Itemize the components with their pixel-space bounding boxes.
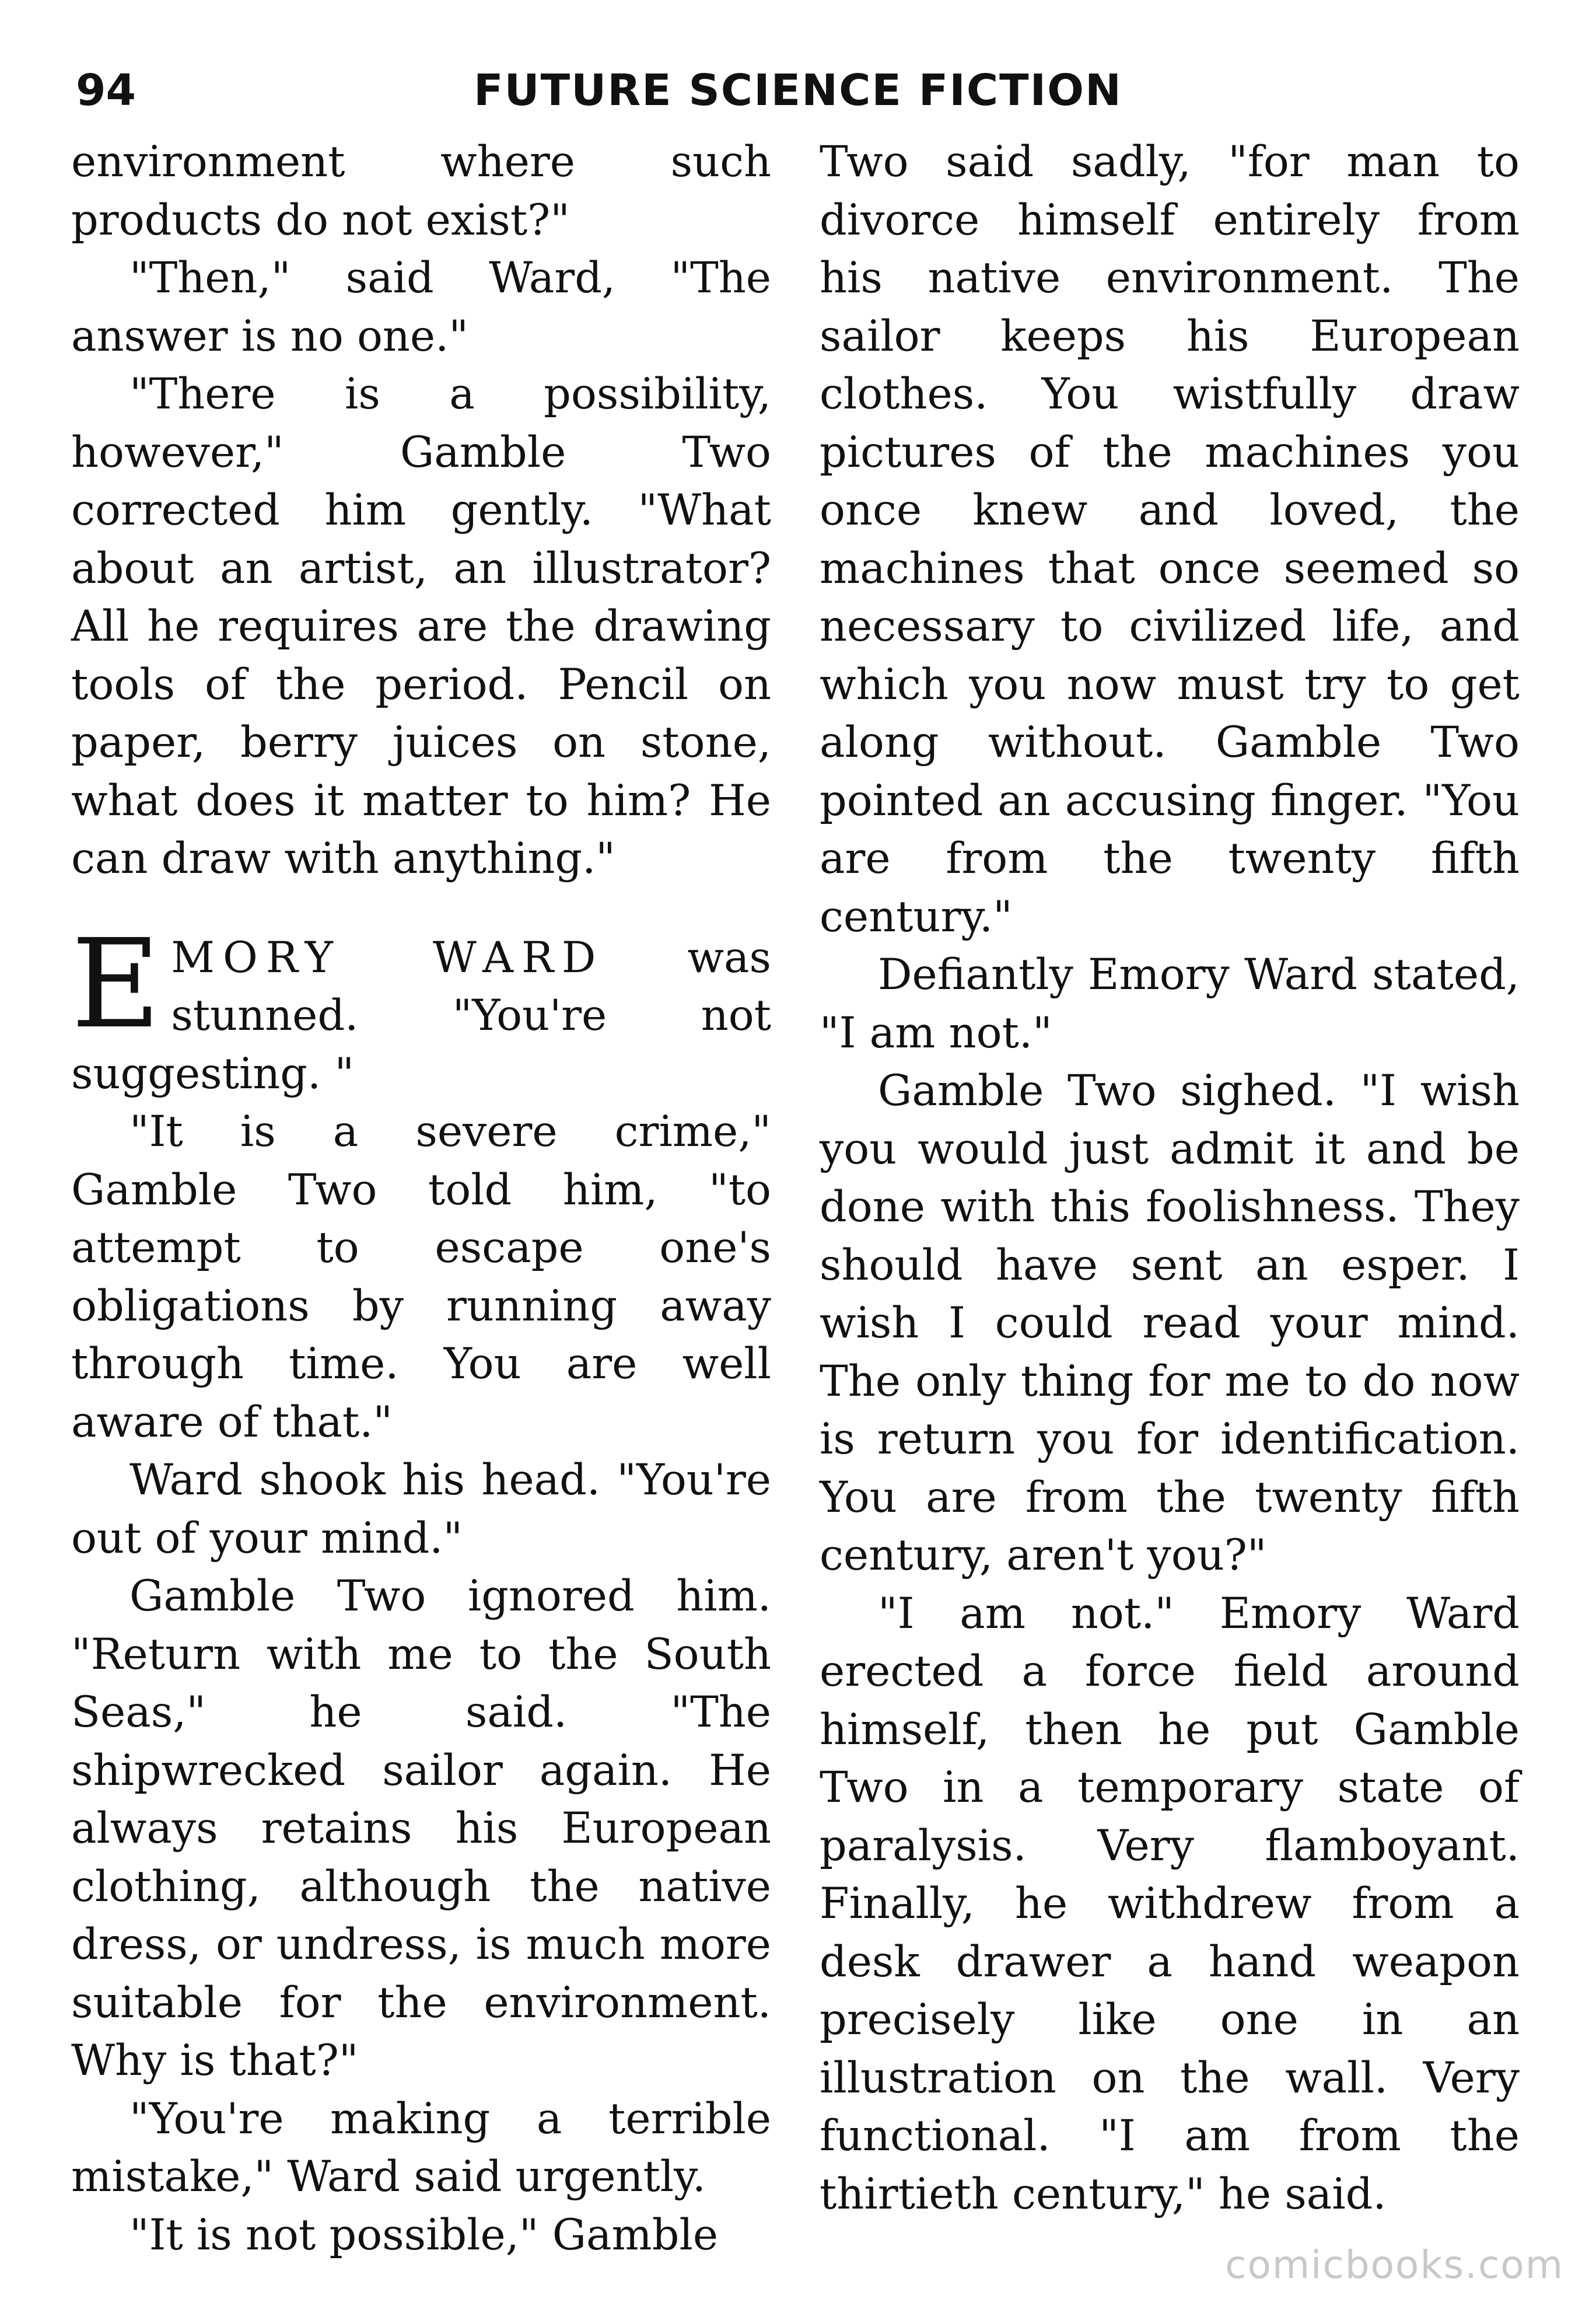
- section-opening-text: was stunned. "You're not suggesting. ": [71, 932, 771, 1099]
- paragraph: "I am not." Emory Ward erected a force field around himself, then he put Gamble Two in a temporary state of paralysis. Very flamboyant. Finally, he withdrew from a desk drawer a hand weapon precisely like one in an illustration on the wall. Very functional. "I am from the thirtieth century," he said.: [820, 1588, 1520, 2219]
- paragraph: environment where such products do not exist?": [71, 137, 771, 245]
- right-column: [820, 133, 1520, 2223]
- left-column: [71, 133, 771, 2264]
- page-number: 94: [76, 65, 136, 116]
- paragraph: "You're making a terrible mistake," Ward said urgently.: [71, 2094, 771, 2202]
- drop-cap: E: [71, 912, 161, 1056]
- paragraph: "It is a severe crime," Gamble Two told him, "to attempt to escape one's obligations by running away through time. You are well aware of that.": [71, 1107, 771, 1447]
- paragraph: "Then," said Ward, "The answer is no one.": [71, 253, 771, 361]
- paragraph: Gamble Two ignored him. "Return with me to the South Seas," he said. "The shipwrecked sailor again. He always retains his European clothing, although the native dress, or undress, is much more suitable for the environment. Why is that?": [71, 1571, 771, 2085]
- paragraph: Defiantly Emory Ward stated, "I am not.": [820, 950, 1520, 1058]
- paragraph: "It is not possible," Gamble: [130, 2210, 719, 2260]
- watermark: comicbooks.com: [1225, 2242, 1564, 2287]
- running-head: FUTURE SCIENCE FICTION: [474, 65, 1122, 116]
- section-opening-paragraph: [71, 912, 771, 1103]
- paragraph: "There is a possibility, however," Gamble Two corrected him gently. "What about an artist, an illustrator? All he requires are the drawing tools of the period. Pencil on paper, berry juices on stone, what does it matter to him? He can draw with anything.": [71, 369, 771, 883]
- page-header: [71, 58, 1525, 123]
- paragraph: Two said sadly, "for man to divorce himself entirely from his native environment. The sailor keeps his European clothes. You wistfully draw pictures of the machines you once knew and loved, the machines that once seemed so necessary to civilized life, and which you now must try to get along without. Gamble Two pointed an accusing finger. "You are from the twenty fifth century.": [820, 137, 1520, 942]
- paragraph: Gamble Two sighed. "I wish you would just admit it and be done with this foolishness. They should have sent an esper. I wish I could read your mind. The only thing for me to do now is return you for identification. You are from the twenty fifth century, aren't you?": [820, 1066, 1520, 1580]
- paragraph: Ward shook his head. "You're out of your mind.": [71, 1455, 771, 1563]
- small-caps-name: MORY WARD: [171, 932, 604, 983]
